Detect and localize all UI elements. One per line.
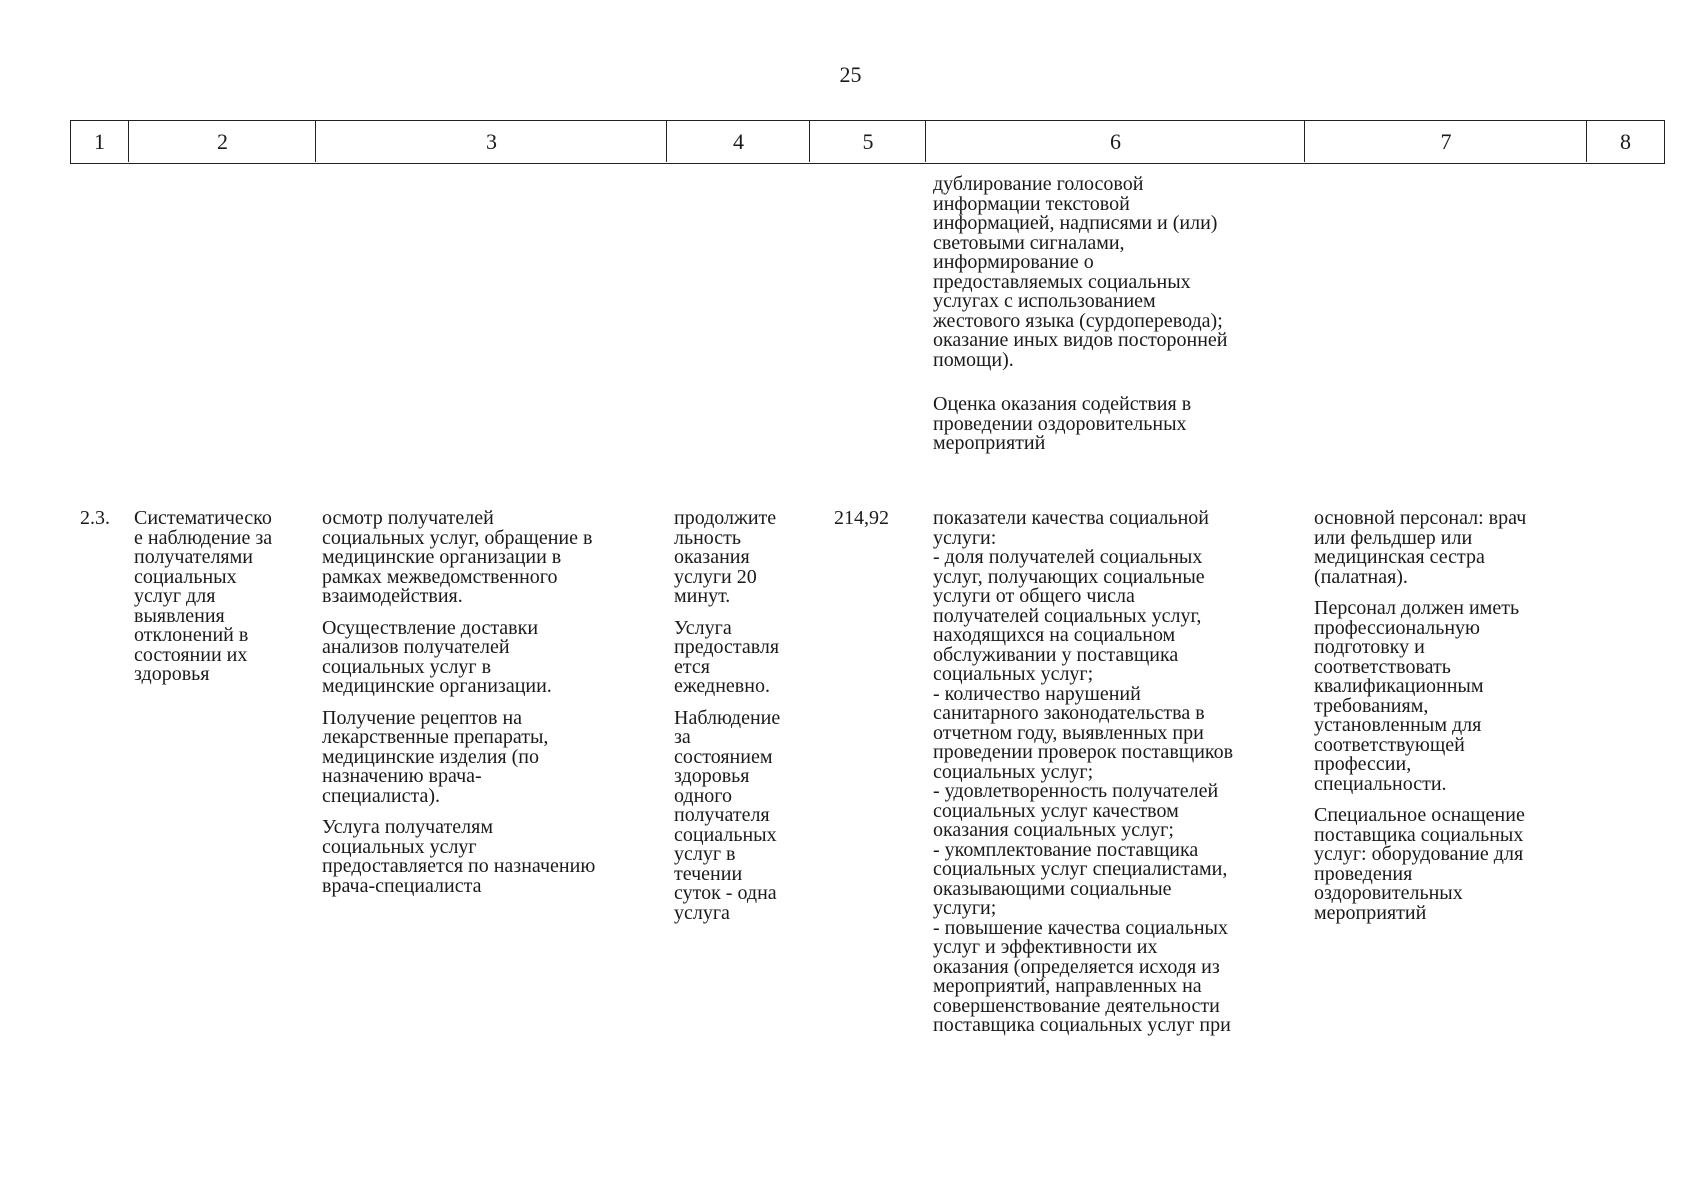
text-line: состоянием: [674, 745, 773, 768]
text-line: обслуживании у поставщика: [933, 643, 1179, 666]
header-col-4: 4: [666, 121, 810, 162]
text-line: квалификационным: [1314, 675, 1484, 697]
header-col-2: 2: [128, 121, 316, 162]
text-line: требованиям,: [1314, 694, 1429, 717]
text-line: рамках межведомственного: [322, 565, 558, 588]
text-line: социальных услуг, обращение в: [322, 526, 593, 549]
text-line: Систематическо: [134, 507, 272, 529]
text-line: установленным для: [1314, 714, 1482, 736]
text-line: льность: [674, 526, 742, 549]
continuation-col6: [933, 175, 1228, 370]
header-col-1: 1: [94, 129, 105, 154]
text-line: медицинские организации.: [322, 675, 552, 697]
text-line: информирование о: [933, 251, 1094, 273]
text-line: специальности.: [1314, 772, 1447, 795]
text-line: выявления: [134, 604, 225, 627]
text-line: медицинские организации в: [322, 546, 562, 568]
header-col-6: 6: [925, 121, 1305, 162]
text-line: получателя: [674, 804, 770, 826]
text-line: минут.: [674, 585, 731, 607]
text-line: социальных услуг в: [322, 655, 492, 678]
text-line: здоровья: [674, 765, 750, 787]
text-line: находящихся на социальном: [933, 624, 1176, 646]
header-col-5: 5: [809, 121, 926, 162]
text-line: оздоровительных: [1314, 882, 1463, 904]
text-line: осмотр получателей: [322, 507, 494, 529]
text-line: социальных услуг;: [933, 760, 1094, 783]
continuation-col6-note: [933, 395, 1191, 454]
text-line: показатели качества социальной: [933, 507, 1209, 529]
tariff-value: 214,92: [834, 507, 889, 529]
text-line: получателями: [134, 546, 253, 568]
text-line: - количество нарушений: [933, 682, 1141, 705]
text-line: Получение рецептов на: [322, 706, 523, 729]
text-line: (палатная).: [1314, 565, 1408, 588]
table-header-row: [70, 120, 1665, 164]
text-line: отчетном году, выявленных при: [933, 721, 1204, 744]
text-line: получателей социальных услуг,: [933, 604, 1202, 627]
text-line: социальных услуг качеством: [933, 799, 1179, 822]
text-line: суток - одна: [674, 882, 777, 904]
text-line: здоровья: [134, 663, 210, 685]
quality-indicators: [933, 509, 1233, 1036]
text-line: состоянии их: [134, 643, 248, 666]
header-col-7: 7: [1304, 121, 1587, 162]
text-line: услуги:: [933, 526, 997, 549]
text-line: или фельдшер или: [1314, 526, 1473, 549]
text-line: - укомплектование поставщика: [933, 838, 1199, 861]
text-line: оказывающими социальные: [933, 877, 1172, 900]
text-line: услугах с использованием: [933, 290, 1156, 312]
text-line: социальных услуг;: [933, 663, 1094, 685]
text-line: ежедневно.: [674, 675, 770, 697]
text-line: услуг в: [674, 843, 736, 865]
text-line: услуги от общего числа: [933, 585, 1135, 607]
text-line: услуг, получающих социальные: [933, 565, 1205, 588]
text-line: мероприятий: [1314, 901, 1427, 924]
text-line: Персонал должен иметь: [1314, 597, 1520, 619]
text-line: услуги 20: [674, 565, 757, 588]
text-line: соответствующей: [1314, 733, 1465, 756]
text-line: дублирование голосовой: [933, 173, 1144, 195]
text-line: социальных услуг специалистами,: [933, 858, 1228, 880]
text-line: е наблюдение за: [134, 526, 273, 549]
text-line: совершенствование деятельности: [933, 994, 1220, 1017]
header-col-8: 8: [1586, 121, 1664, 162]
text-line: одного: [674, 784, 733, 807]
text-line: световыми сигналами,: [933, 231, 1125, 254]
text-line: услуг: оборудование для: [1314, 843, 1524, 865]
text-line: Оценка оказания содействия в: [933, 393, 1192, 415]
page-number: 25: [839, 62, 862, 87]
text-line: мероприятий, направленных на: [933, 975, 1202, 997]
text-line: анализов получателей: [322, 636, 510, 658]
text-line: информации текстовой: [933, 192, 1130, 215]
text-line: подготовку и: [1314, 636, 1425, 658]
text-line: социальных услуг: [322, 835, 477, 858]
text-line: услуги;: [933, 897, 997, 919]
text-line: предоставля: [674, 636, 780, 658]
text-line: соответствовать: [1314, 655, 1451, 678]
text-line: Осуществление доставки: [322, 616, 539, 639]
text-line: лекарственные препараты,: [322, 726, 549, 748]
text-line: за: [674, 726, 691, 748]
text-line: мероприятий: [933, 432, 1046, 454]
text-line: оказания: [674, 546, 750, 568]
header-col-3: 3: [315, 121, 667, 162]
text-line: течении: [674, 862, 743, 885]
text-line: отклонений в: [134, 624, 249, 646]
text-line: оказание иных видов посторонней: [933, 329, 1228, 351]
text-line: оказания (определяется исходя из: [933, 955, 1220, 978]
text-line: основной персонал: врач: [1314, 507, 1527, 529]
text-line: Наблюдение: [674, 706, 781, 729]
text-line: социальных: [674, 823, 777, 846]
text-line: врача-специалиста: [322, 874, 482, 897]
service-conditions: [1314, 509, 1526, 923]
text-line: санитарного законодательства в: [933, 702, 1205, 724]
text-line: - доля получателей социальных: [933, 546, 1203, 568]
text-line: медицинские изделия (по: [322, 745, 539, 768]
text-line: услуга: [674, 901, 730, 924]
text-line: продолжите: [674, 507, 777, 529]
service-content: [322, 509, 595, 896]
text-line: поставщика социальных: [1314, 823, 1524, 846]
text-line: специалиста).: [322, 784, 440, 807]
text-line: Услуга получателям: [322, 816, 493, 838]
text-line: ется: [674, 655, 710, 678]
service-term: [674, 509, 780, 923]
text-line: Услуга: [674, 616, 732, 639]
text-line: медицинская сестра: [1314, 546, 1485, 568]
text-line: предоставляется по назначению: [322, 855, 596, 877]
text-line: оказания социальных услуг;: [933, 819, 1174, 841]
text-line: жестового языка (сурдоперевода);: [933, 309, 1223, 332]
text-line: назначению врача-: [322, 765, 482, 787]
text-line: социальных: [134, 565, 237, 588]
text-line: профессиональную: [1314, 616, 1480, 639]
text-line: помощи).: [933, 348, 1014, 371]
text-line: взаимодействия.: [322, 585, 463, 607]
text-line: услуг и эффективности их: [933, 936, 1158, 958]
text-line: информацией, надписями и (или): [933, 212, 1218, 234]
service-name: [134, 509, 272, 685]
text-line: проведении проверок поставщиков: [933, 741, 1234, 763]
text-line: профессии,: [1314, 753, 1412, 775]
text-line: - повышение качества социальных: [933, 916, 1228, 939]
text-line: поставщика социальных услуг при: [933, 1014, 1231, 1036]
text-line: предоставляемых социальных: [933, 270, 1191, 293]
text-line: проведении оздоровительных: [933, 412, 1187, 435]
text-line: услуг для: [134, 585, 216, 607]
text-line: проведения: [1314, 862, 1413, 885]
row-number: 2.3.: [80, 507, 110, 529]
text-line: - удовлетворенность получателей: [933, 780, 1219, 802]
text-line: Специальное оснащение: [1314, 804, 1525, 826]
